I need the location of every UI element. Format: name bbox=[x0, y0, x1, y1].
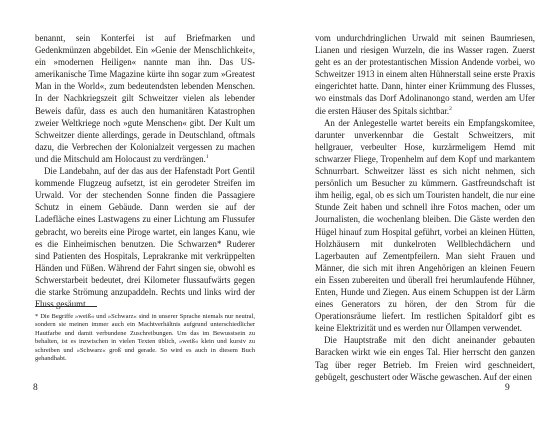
left-page bbox=[35, 32, 255, 310]
right-paragraph-1-text: vom undurchdringlichen Urwald mit seinen Baumriesen, Lianen und riesigen Wurzeln, die ins Wasser ragen. Zuerst geht es an der protestantischen Mission Andende vorbei, wo Schweitzer 1913 in einem alten Hühnerstall seine erste Praxis eingerichtet hatte. Dann, hinter einer Krümmung des Flusses, wo einstmals das Dorf Adolinanongo stand, werden am Ufer die ersten Häuser des Spitals sichtbar. bbox=[315, 33, 535, 116]
endnote-marker: 2 bbox=[449, 105, 452, 112]
left-paragraph-1 bbox=[35, 32, 255, 165]
page-number-left: 8 bbox=[33, 383, 38, 393]
right-paragraph-1 bbox=[315, 32, 535, 117]
footnote: * Die Begriffe »weiß« und »Schwarz« sind in unserer Sprache niemals nur neutral, sondern sie meinen immer auch ein Machtverhältnis aufgrund unterschiedlicher Hautfarbe und damit verbundene Zuschreibungen. Um das im Bewusstsein zu behalten, ist es inzwischen in vielen Texten üblich, »weiß« klein und kursiv zu schreiben und »Schwarz« groß und gerade. So wird es auch in diesem Buch gehandhabt. bbox=[35, 313, 255, 363]
left-paragraph-1-text: benannt, sein Konterfei ist auf Briefmarken und Gedenkmünzen abgebildet. Ein »Genie der Menschlichkeit«, ein »modernen Heiligen« nannte man ihn. Das US-amerikanische Time Magazine kürte ihn sogar zum »Greatest Man in the World«, zum bedeutendsten lebenden Menschen. In der Nachkriegszeit gilt Schweitzer vielen als lebender Beweis dafür, dass es auch den humanitären Katastrophen zweier Weltkriege noch »gute Menschen« gibt. Der Kult um Schweitzer diente allerdings, gerade in Deutschland, oftmals dazu, die Verbrechen der Kolonialzeit vergessen zu machen und die Mitschuld am Holocaust zu verdrängen. bbox=[35, 33, 255, 164]
right-paragraph-3: Die Hauptstraße mit den dicht aneinander gebauten Baracken wirkt wie ein enges Tal. Hier herrscht den ganzen Tag über reger Betrieb. Im Freien wird geschneidert, gebügelt, geschustert oder Wäsche gewaschen. Auf der einen bbox=[315, 335, 535, 382]
left-paragraph-2: Die Landebahn, auf der das aus der Hafenstadt Port Gentil kommende Flugzeug aufsetzt, ist ein gerodeter Streifen im Urwald. Vor der stechenden Sonne finden die Passagiere Schutz in einem Gebäude. Dann werden sie auf der Ladefläche eines Lastwagens zu einer Lichtung am Flussufer gebracht, wo bereits eine Piroge wartet, ein langes Kanu, wie es die Einheimischen benutzen. Die Schwarzen* Ruderer sind Patienten des Hospitals, Leprakranke mit verkrüppelten Händen und Füßen. Während der Fahrt singen sie, obwohl es Schwerstarbeit bedeutet, drei Kilometer flussaufwärts gegen die starke Strömung anzupaddeln. Rechts und links wird der Fluss gesäumt bbox=[35, 166, 255, 310]
right-page bbox=[315, 32, 535, 383]
page-number-right: 9 bbox=[505, 383, 510, 393]
endnote-marker: 1 bbox=[205, 153, 209, 160]
right-paragraph-2: An der Anlegestelle wartet bereits ein Empfangskomitee, darunter unverkennbar die Gestalt Schweitzers, mit hellgrauer, verbeulter Hose, kurzärmeligem Hemd mit schwarzer Fliege, Tropenhelm auf dem Kopf und markantem Schnurrbart. Schweitzer lässt es sich nicht nehmen, sich persönlich um Besucher zu kümmern. Gastfreundschaft ist ihm heilig, egal, ob es sich um Touristen handelt, die nur eine Stunde Zeit haben und schnell ihre Fotos machen, oder um Journalisten, die wochenlang bleiben. Die Gäste werden den Hügel hinauf zum Hospital geführt, vorbei an kleinen Hütten, Holzhäusern mit dunkelroten Wellblechdächern und Lagerbauten auf Zementpfeilern. Man sieht Frauen und Männer, die sich mit ihren Angehörigen an kleinen Feuern ein Essen zubereiten und überall frei herumlaufende Hühner, Enten, Hunde und Ziegen. Aus einem Schuppen ist der Lärm eines Generators zu hören, der den Strom für die Operationsräume liefert. Im restlichen Spitaldorf gibt es keine Elektrizität und es werden nur Öllampen verwendet. bbox=[315, 117, 535, 334]
footnote-divider bbox=[35, 306, 97, 307]
